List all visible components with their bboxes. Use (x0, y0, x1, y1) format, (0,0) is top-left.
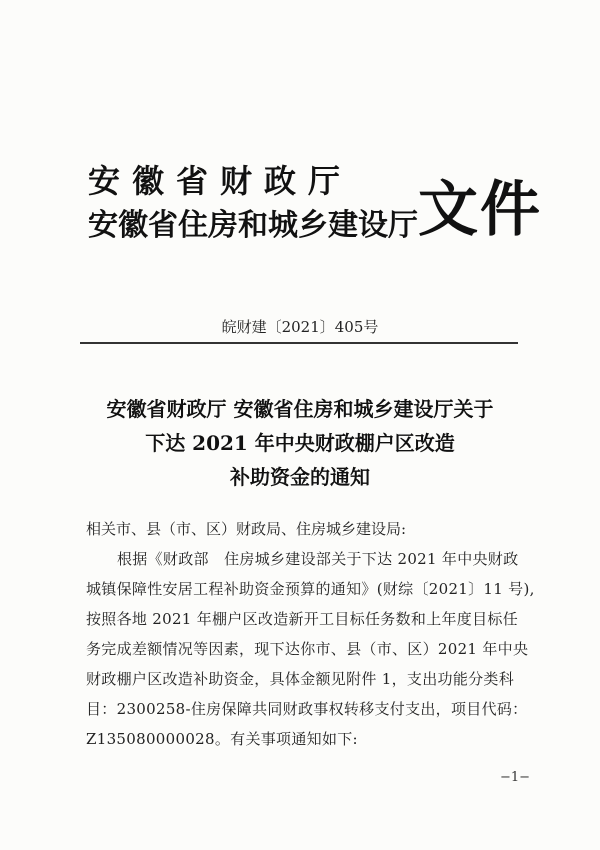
body-line: Z135080000028。有关事项通知如下: (86, 730, 358, 748)
header-divider (80, 342, 518, 344)
body-line: 目：2300258-住房保障共同财政事权转移支付支出，项目代码： (86, 700, 528, 718)
issuer-housing-dept: 安徽省住房和城乡建设厅 (88, 208, 418, 243)
document-type-label: 文件 (418, 175, 542, 245)
title-line-2: 下达 2021 年中央财政棚户区改造 (145, 431, 455, 455)
body-line: 根据《财政部 住房城乡建设部关于下达 2021 年中央财政 (117, 550, 519, 568)
body-line: 财政棚户区改造补助资金，具体金额见附件 1，支出功能分类科 (86, 670, 515, 688)
title-line-3: 补助资金的通知 (230, 465, 370, 489)
body-line: 务完成差额情况等因素，现下达你市、县（市、区）2021 年中央 (86, 640, 529, 658)
letterhead (88, 150, 542, 250)
document-number: 皖财建〔2021〕405号 (221, 318, 379, 336)
addressee: 相关市、县（市、区）财政局、住房城乡建设局: (86, 520, 407, 538)
body-line: 按照各地 2021 年棚户区改造新开工目标任务数和上年度目标任 (86, 610, 519, 628)
body-line: 城镇保障性安居工程补助资金预算的通知》(财综〔2021〕11 号), (86, 580, 535, 598)
page-number: −1− (500, 770, 531, 785)
title-line-1: 安徽省财政厅 安徽省住房和城乡建设厅关于 (106, 397, 494, 421)
issuer-finance-dept: 安徽省财政厅 (88, 162, 353, 200)
